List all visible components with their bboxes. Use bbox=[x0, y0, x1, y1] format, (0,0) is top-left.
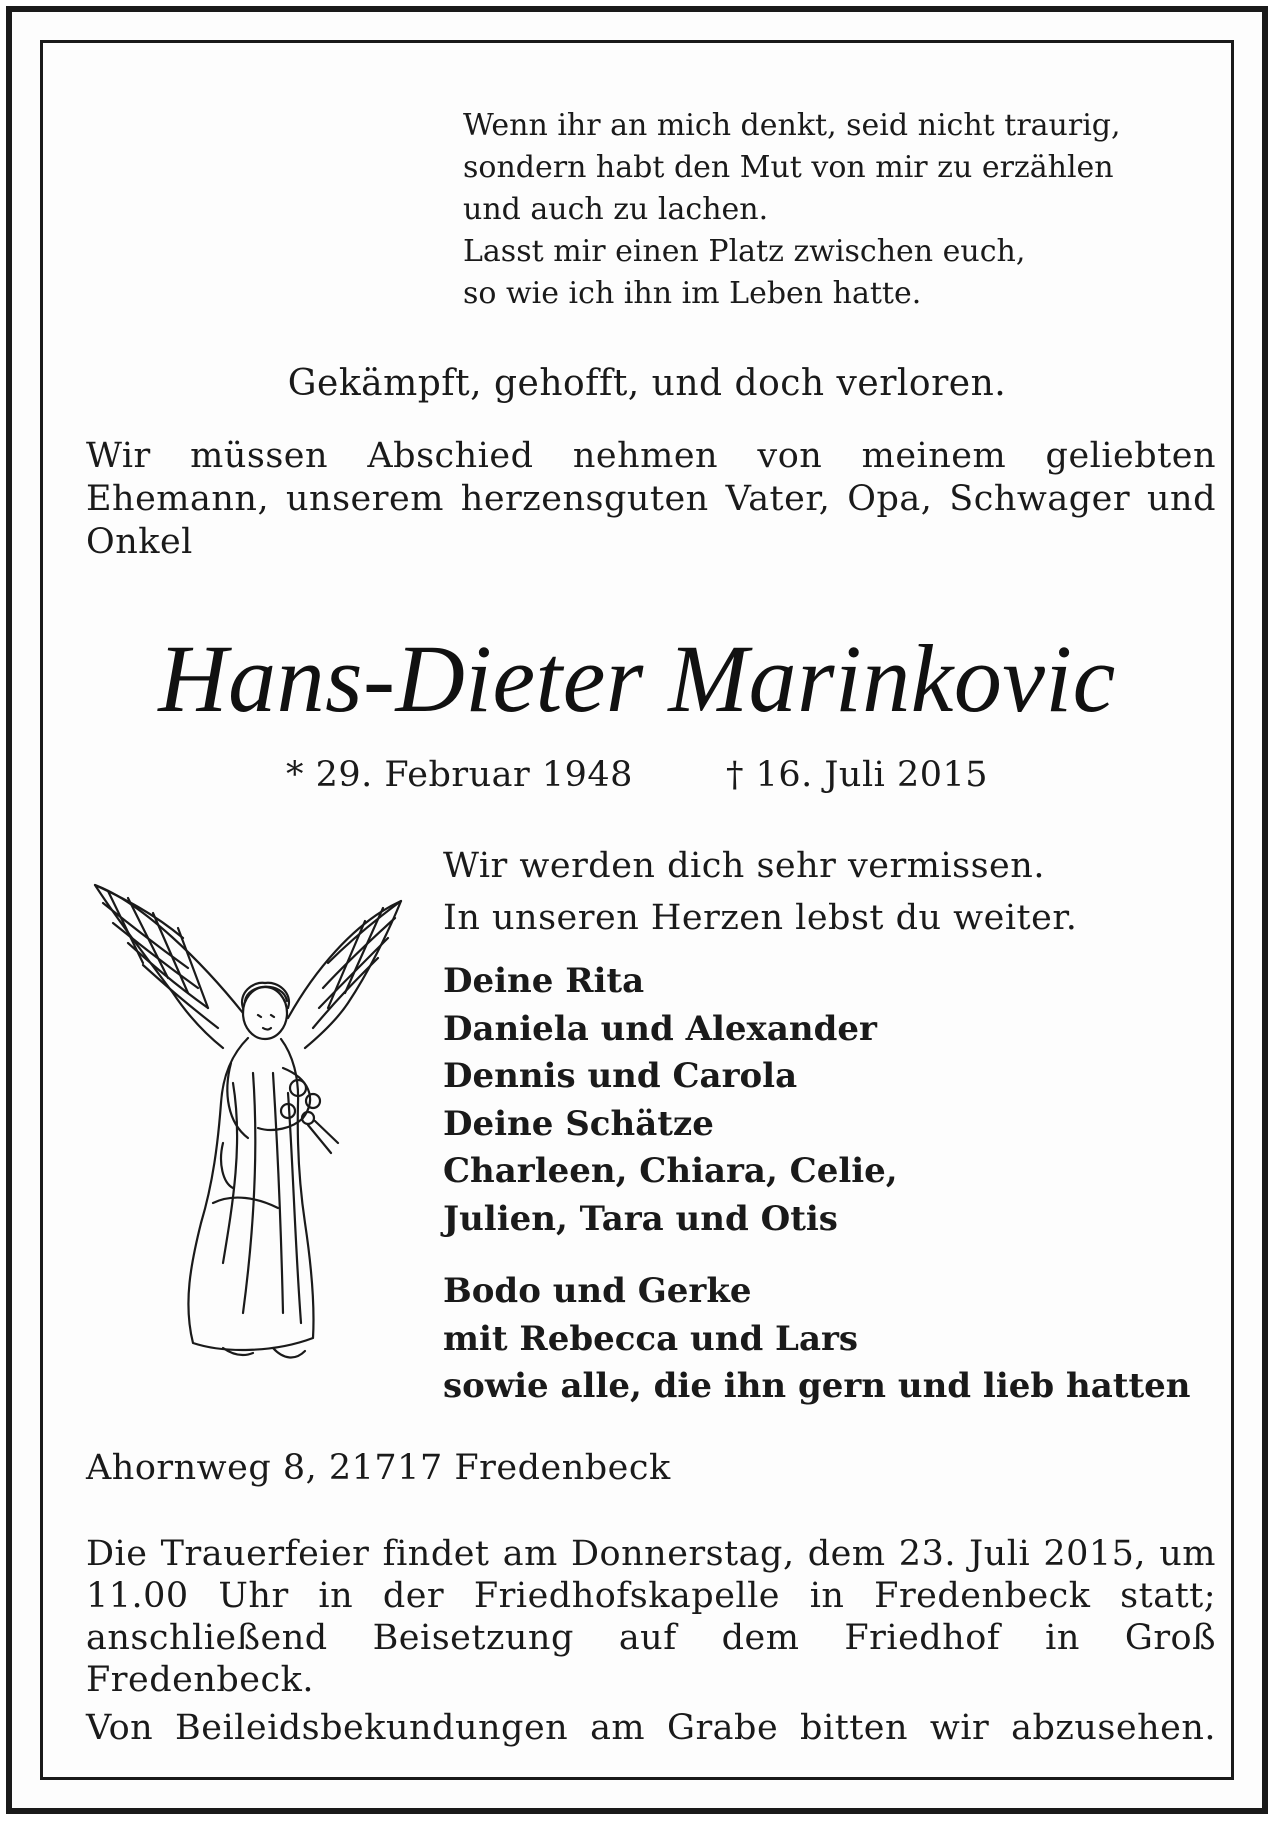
death-date: † 16. Juli 2015 bbox=[725, 755, 989, 795]
farewell-line: In unseren Herzen lebst du weiter. bbox=[443, 898, 1078, 938]
poem bbox=[463, 105, 1121, 315]
life-dates bbox=[43, 755, 1231, 795]
poem-line: sondern habt den Mut von mir zu erzählen bbox=[463, 150, 1114, 185]
mourner: sowie alle, die ihn gern und lieb hatten bbox=[443, 1366, 1191, 1406]
angel-illustration bbox=[83, 843, 423, 1383]
mourners-list bbox=[443, 958, 898, 1243]
motto: Gekämpft, gehofft, und doch verloren. bbox=[287, 363, 1007, 404]
mourner: mit Rebecca und Lars bbox=[443, 1318, 859, 1359]
intro-text: Wir müssen Abschied nehmen von meinem geliebten Ehemann, unserem herzensguten Vater, Opa, Schwager und Onkel bbox=[86, 436, 1216, 562]
condolence-note: Von Beileidsbekundungen am Grabe bitten wir abzusehen. bbox=[86, 1708, 1216, 1748]
birth-date: * 29. Februar 1948 bbox=[285, 755, 633, 795]
address: Ahornweg 8, 21717 Fredenbeck bbox=[86, 1448, 671, 1488]
mourner: Charleen, Chiara, Celie, bbox=[443, 1151, 898, 1191]
obituary-frame-outer bbox=[6, 6, 1268, 1814]
funeral-service-info: Die Trauerfeier findet am Donnerstag, dem 23. Juli 2015, um 11.00 Uhr in der Friedhofskapelle in Fredenbeck statt; anschließend Beisetzung auf dem Friedhof in Groß Fredenbeck. bbox=[86, 1534, 1216, 1700]
obituary-frame-inner bbox=[40, 40, 1234, 1780]
mourner: Deine Rita bbox=[443, 961, 645, 1001]
poem-line: Wenn ihr an mich denkt, seid nicht traurig, bbox=[463, 108, 1121, 143]
mourner: Julien, Tara und Otis bbox=[443, 1198, 838, 1239]
poem-line: und auch zu lachen. bbox=[463, 192, 769, 227]
mourner: Daniela und Alexander bbox=[443, 1008, 877, 1049]
poem-line: Lasst mir einen Platz zwischen euch, bbox=[463, 234, 1026, 269]
mourner: Deine Schätze bbox=[443, 1103, 714, 1144]
poem-line: so wie ich ihn im Leben hatte. bbox=[463, 276, 922, 311]
deceased-name: Hans-Dieter Marinkovic bbox=[158, 625, 1116, 732]
mourners-list-2 bbox=[443, 1268, 1191, 1411]
mourner: Dennis und Carola bbox=[443, 1056, 798, 1096]
farewell-line: Wir werden dich sehr vermissen. bbox=[443, 846, 1045, 886]
farewell-message bbox=[443, 840, 1077, 944]
mourner: Bodo und Gerke bbox=[443, 1271, 752, 1311]
